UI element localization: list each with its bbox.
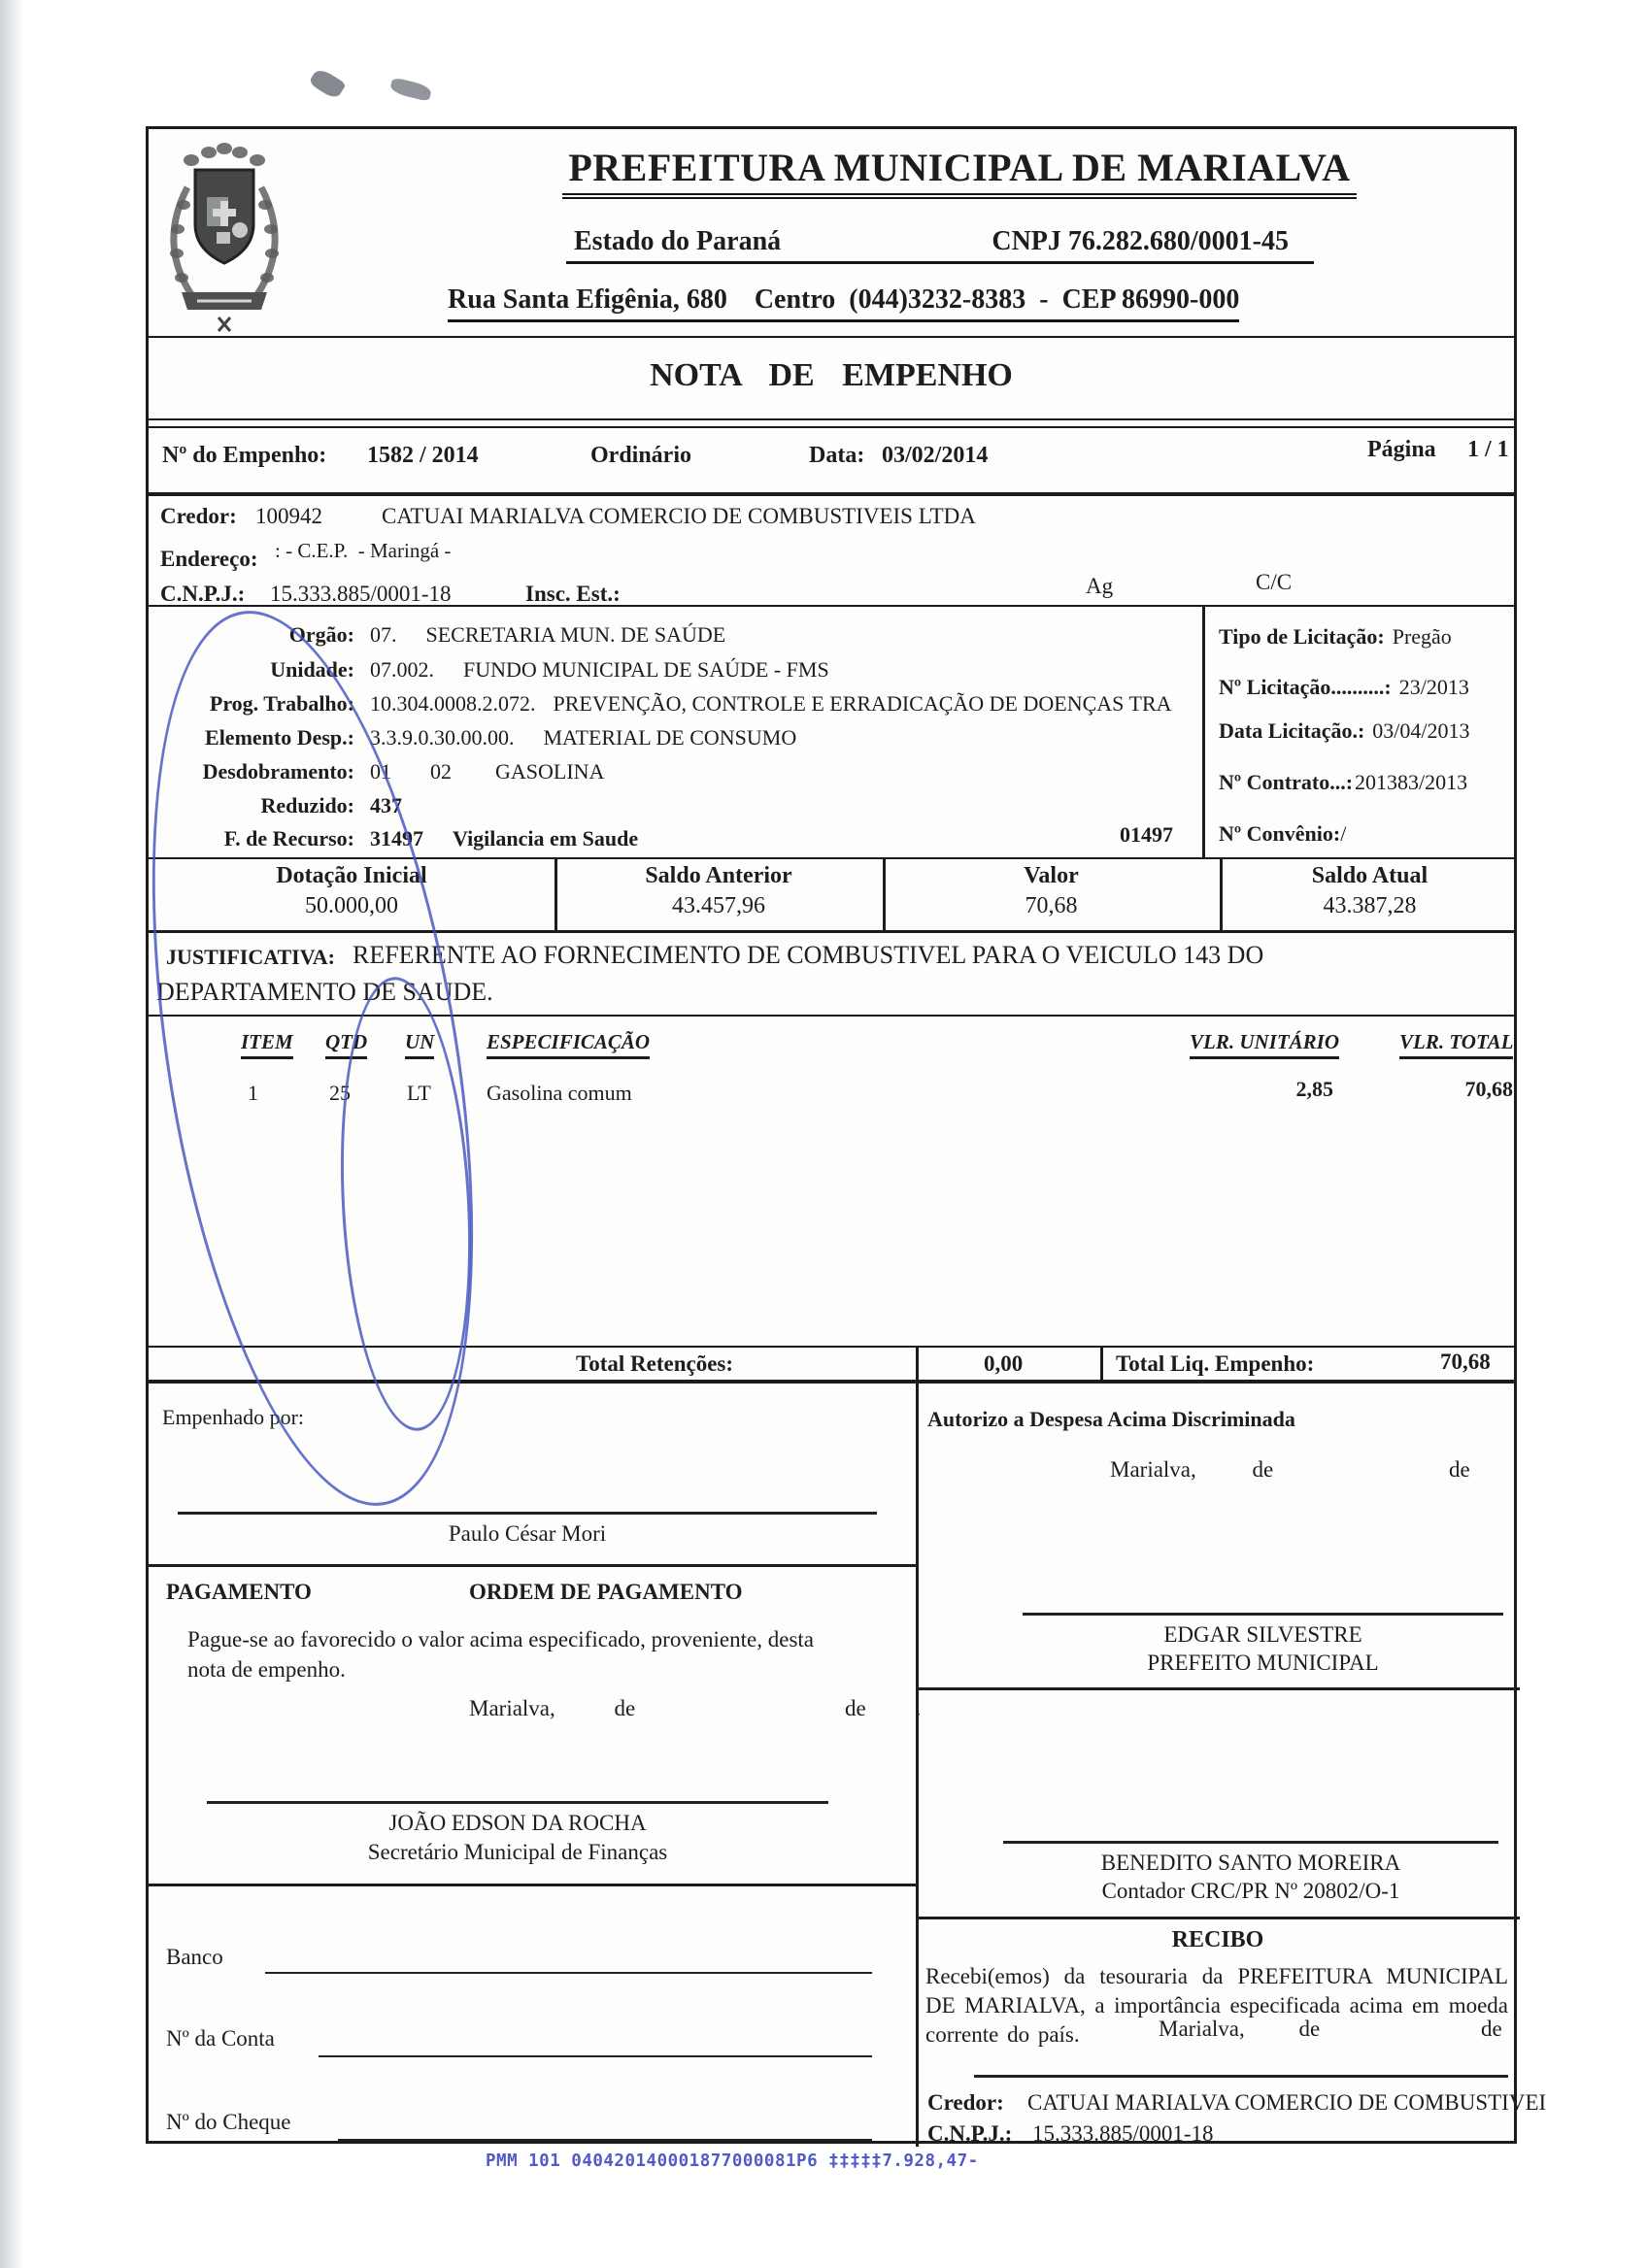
tipo-licitacao-label: Tipo de Licitação:: [1219, 624, 1385, 649]
recibo-de2: de: [1480, 2017, 1502, 2041]
pagamento-title: PAGAMENTO: [166, 1580, 312, 1604]
elemento-desp-desc: MATERIAL DE CONSUMO: [543, 725, 797, 750]
banco-field: [166, 1945, 223, 1970]
total-retencoes-value: 0,00: [984, 1351, 1024, 1376]
justificativa-line2: DEPARTAMENTO DE SAUDE.: [156, 978, 493, 1006]
header-address-line: Rua Santa Efigênia, 680 Centro (044)3232-8383 - CEP 86990-000: [448, 284, 1239, 322]
reduzido-row: [149, 793, 1197, 818]
unidade-code: 07.002.: [370, 657, 434, 682]
saldo-anterior-header: Saldo Anterior: [645, 863, 792, 888]
orgao-code: 07.: [370, 622, 397, 647]
recibo-text: Recebi(emos) da tesouraria da PREFEITURA MUNICIPAL DE MARIALVA, a importância especificada acima em moeda corrente do país.: [925, 1964, 1508, 2047]
recibo-title: RECIBO: [1171, 1927, 1264, 1952]
dotacao-inicial-cell: [149, 859, 555, 930]
cheque-label: Nº do Cheque: [166, 2110, 291, 2134]
fonte-recurso-desc: Vigilancia em Saude: [453, 826, 639, 850]
finance-signer-name: JOÃO EDSON DA ROCHA: [388, 1811, 647, 1835]
prog-trabalho-label: Prog. Trabalho:: [209, 691, 354, 716]
num-contrato-value: 201383/2013: [1355, 770, 1468, 794]
totals-divider-2: [1100, 1348, 1103, 1380]
num-licitacao-row: [1219, 675, 1469, 700]
tipo-licitacao-row: [1219, 624, 1452, 650]
empenhado-signer-name: Paulo César Mori: [448, 1521, 607, 1546]
vlr-unitario-col-header: VLR. UNITÁRIO: [1190, 1030, 1339, 1059]
vlr-total-col-header: VLR. TOTAL: [1399, 1030, 1513, 1059]
prog-trabalho-row: [149, 691, 1197, 717]
num-licitacao-label: Nº Licitação..........:: [1219, 675, 1392, 699]
totals-row: [149, 1348, 1514, 1384]
empenho-date-value: 03/02/2014: [882, 443, 989, 468]
budget-licitacao-grid: [149, 607, 1514, 859]
municipal-coat-of-arms-logo: [162, 137, 286, 341]
finance-signature-line: [207, 1801, 828, 1804]
cheque-blank-line: [338, 2139, 872, 2141]
total-liq-empenho-label: Total Liq. Empenho:: [1116, 1351, 1315, 1376]
credor-code: 100942: [255, 504, 322, 528]
recibo-top-rule: [916, 1917, 1520, 1919]
endereco-label: Endereço:: [160, 547, 258, 571]
accountant-signer-role: Contador CRC/PR Nº 20802/O-1: [1101, 1879, 1400, 1903]
elemento-desp-code: 3.3.9.0.30.00.00.: [370, 725, 515, 750]
cnpj-field-label: C.N.P.J.:: [160, 582, 246, 606]
conta-label: Nº da Conta: [166, 2026, 275, 2051]
ordem-pagamento-title: ORDEM DE PAGAMENTO: [469, 1580, 743, 1604]
autorizo-date-line: [1110, 1457, 1470, 1483]
un-col-header: UN: [405, 1030, 434, 1059]
document-frame: [146, 126, 1547, 2146]
accountant-signer-name: BENEDITO SANTO MOREIRA: [1100, 1851, 1401, 1875]
valor-value: 70,68: [1025, 893, 1078, 918]
conta-blank-line: [319, 2055, 872, 2057]
insc-est-label: Insc. Est.:: [525, 582, 621, 606]
elemento-desp-label: Elemento Desp.:: [205, 725, 354, 750]
pagamento-date-line: [469, 1696, 921, 1721]
justificativa-line1: REFERENTE AO FORNECIMENTO DE COMBUSTIVEL PARA O VEICULO 143 DO: [353, 941, 1264, 969]
banco-blank-line: [265, 1972, 872, 1974]
total-liq-empenho-value: 70,68: [1440, 1350, 1491, 1374]
justificativa-box: [149, 933, 1514, 1017]
desdobramento-desc: GASOLINA: [495, 759, 605, 784]
mayor-signer-name: EDGAR SILVESTRE: [1163, 1622, 1362, 1647]
fonte-recurso-extra-code: 01497: [1120, 822, 1173, 847]
saldo-anterior-cell: [555, 859, 883, 930]
num-contrato-row: [1219, 770, 1467, 795]
justificativa-label: JUSTIFICATIVA:: [166, 945, 336, 969]
lower-divider: [915, 1384, 922, 2147]
items-table: [149, 1017, 1514, 1348]
prog-trabalho-code: 10.304.0008.2.072.: [370, 691, 536, 716]
valor-header: Valor: [1024, 863, 1079, 888]
saldo-atual-header: Saldo Atual: [1311, 863, 1429, 888]
item-espec: Gasolina comum: [487, 1081, 632, 1105]
total-retencoes-label: Total Retenções:: [576, 1351, 734, 1376]
agencia-label: Ag: [1086, 574, 1114, 598]
saldo-atual-value: 43.387,28: [1323, 893, 1417, 918]
item-number: 1: [248, 1081, 258, 1105]
elemento-desp-row: [149, 725, 1197, 750]
mayor-section-rule: [916, 1687, 1520, 1690]
state-label: Estado do Paraná: [574, 226, 782, 256]
desdobramento-label: Desdobramento:: [202, 759, 354, 784]
pagamento-dot: .: [915, 1696, 922, 1720]
orgao-desc: SECRETARIA MUN. DE SAÚDE: [425, 622, 726, 647]
document-header: [149, 129, 1514, 338]
conta-field: [166, 2026, 275, 2051]
recibo-credor-name: CATUAI MARIALVA COMERCIO DE COMBUSTIVEI: [1027, 2090, 1547, 2115]
num-convenio-value: /: [1340, 821, 1347, 846]
fonte-recurso-label: F. de Recurso:: [223, 826, 354, 850]
scan-edge-shadow: [0, 0, 23, 2268]
accountant-signature-line: [1003, 1841, 1498, 1844]
empenho-number-label: Nº do Empenho:: [162, 443, 327, 468]
unidade-label: Unidade:: [270, 657, 354, 682]
autorizo-de2: de: [1448, 1457, 1470, 1482]
item-un: LT: [407, 1081, 431, 1105]
dotacao-inicial-header: Dotação Inicial: [276, 863, 427, 888]
credor-name: CATUAI MARIALVA COMERCIO DE COMBUSTIVEIS LTDA: [382, 504, 976, 528]
data-licitacao-row: [1219, 718, 1470, 744]
page-label: Página: [1367, 437, 1436, 462]
pagamento-text: Pague-se ao favorecido o valor acima especificado, proveniente, desta nota de empenho.: [187, 1627, 814, 1683]
num-contrato-label: Nº Contrato...:: [1219, 770, 1354, 794]
recibo-signature-line: [974, 2075, 1508, 2078]
data-licitacao-label: Data Licitação.:: [1219, 718, 1365, 743]
empenhado-signature-line: [178, 1512, 877, 1515]
num-convenio-label: Nº Convênio:: [1219, 821, 1341, 846]
empenhado-por-label: Empenhado por:: [162, 1405, 305, 1429]
ink-smudge-mark-right: [389, 77, 433, 102]
autorizo-de1: de: [1252, 1457, 1274, 1482]
mayor-signature-line: [1023, 1613, 1503, 1616]
desdobramento-code2: 02: [430, 759, 452, 784]
qtd-col-header: QTD: [325, 1030, 367, 1059]
mayor-signer-role: PREFEITO MUNICIPAL: [1147, 1651, 1379, 1675]
saldo-anterior-value: 43.457,96: [672, 893, 765, 918]
page-value: 1 / 1: [1467, 437, 1509, 462]
totals-divider-1: [916, 1348, 919, 1380]
orgao-label: Orgão:: [288, 622, 354, 647]
grid-divider: [1202, 607, 1205, 857]
finance-signer-role: Secretário Municipal de Finanças: [367, 1840, 668, 1864]
pagamento-de1: de: [614, 1696, 636, 1720]
recibo-cnpj-value: 15.333.885/0001-18: [1032, 2121, 1214, 2146]
unidade-row: [149, 657, 1197, 683]
nota-de-empenho-title: NOTA DE EMPENHO: [650, 357, 1013, 393]
valor-cell: [883, 859, 1220, 930]
bank-section-rule: [149, 1884, 916, 1886]
item-vlr-total: 70,68: [1464, 1077, 1513, 1101]
orgao-row: [149, 622, 1197, 648]
dotacao-inicial-value: 50.000,00: [305, 893, 398, 918]
espec-col-header: ESPECIFICAÇÃO: [487, 1030, 650, 1059]
item-qtd: 25: [329, 1081, 351, 1105]
fonte-recurso-code: 31497: [370, 826, 423, 850]
num-convenio-row: [1219, 821, 1346, 847]
autorizo-title: Autorizo a Despesa Acima Discriminada: [927, 1407, 1295, 1431]
recibo-city: Marialva,: [1159, 2017, 1245, 2041]
recibo-cnpj-label: C.N.P.J.:: [927, 2121, 1013, 2146]
cnpj-field-value: 15.333.885/0001-18: [270, 582, 452, 606]
num-licitacao-value: 23/2013: [1398, 675, 1469, 699]
pagamento-city: Marialva,: [469, 1696, 555, 1720]
cheque-field: [166, 2110, 291, 2135]
nota-de-empenho-band: [149, 338, 1514, 420]
data-licitacao-value: 03/04/2013: [1372, 718, 1470, 743]
credor-label: Credor:: [160, 504, 237, 528]
recibo-date-line: [1159, 2017, 1502, 2042]
header-state-cnpj-line: [566, 226, 1314, 264]
tipo-licitacao-value: Pregão: [1392, 624, 1452, 649]
conta-corrente-label: C/C: [1256, 570, 1293, 594]
saldo-atual-cell: [1220, 859, 1520, 930]
machine-validation-stamp-text: PMM 101 040420140001877000081P6 ‡‡‡‡‡7.928,47-: [486, 2151, 979, 2171]
reduzido-label: Reduzido:: [260, 793, 354, 817]
endereco-value: : - C.E.P. - Maringá -: [275, 539, 452, 562]
empenho-number-value: 1582 / 2014: [367, 443, 479, 468]
item-vlr-unitario: 2,85: [1295, 1077, 1333, 1101]
prog-trabalho-desc: PREVENÇÃO, CONTROLE E ERRADICAÇÃO DE DOENÇAS TRA: [553, 691, 1172, 716]
item-col-header: ITEM: [241, 1030, 293, 1059]
banco-label: Banco: [166, 1945, 223, 1969]
cnpj-label: CNPJ 76.282.680/0001-45: [992, 226, 1289, 256]
pagamento-top-rule: [149, 1564, 916, 1567]
desdobramento-code1: 01: [370, 759, 391, 784]
empenho-date-label: Data:: [809, 443, 865, 468]
empenho-number-row: [149, 421, 1514, 496]
reduzido-code: 437: [370, 793, 402, 817]
dotacao-table: [149, 859, 1514, 933]
ink-smudge-mark-left: [308, 67, 346, 101]
desdobramento-row: [149, 759, 1197, 784]
autorizo-city: Marialva,: [1110, 1457, 1196, 1482]
recibo-de1: de: [1298, 2017, 1321, 2041]
unidade-desc: FUNDO MUNICIPAL DE SAÚDE - FMS: [463, 657, 829, 682]
empenho-type: Ordinário: [590, 443, 692, 468]
signatures-section: [149, 1384, 1547, 2147]
pagamento-de2: de: [844, 1696, 866, 1720]
fonte-recurso-row: [149, 826, 1197, 851]
credor-box: [149, 496, 1514, 607]
recibo-credor-label: Credor:: [927, 2090, 1004, 2115]
prefeitura-title: PREFEITURA MUNICIPAL DE MARIALVA: [562, 145, 1356, 199]
